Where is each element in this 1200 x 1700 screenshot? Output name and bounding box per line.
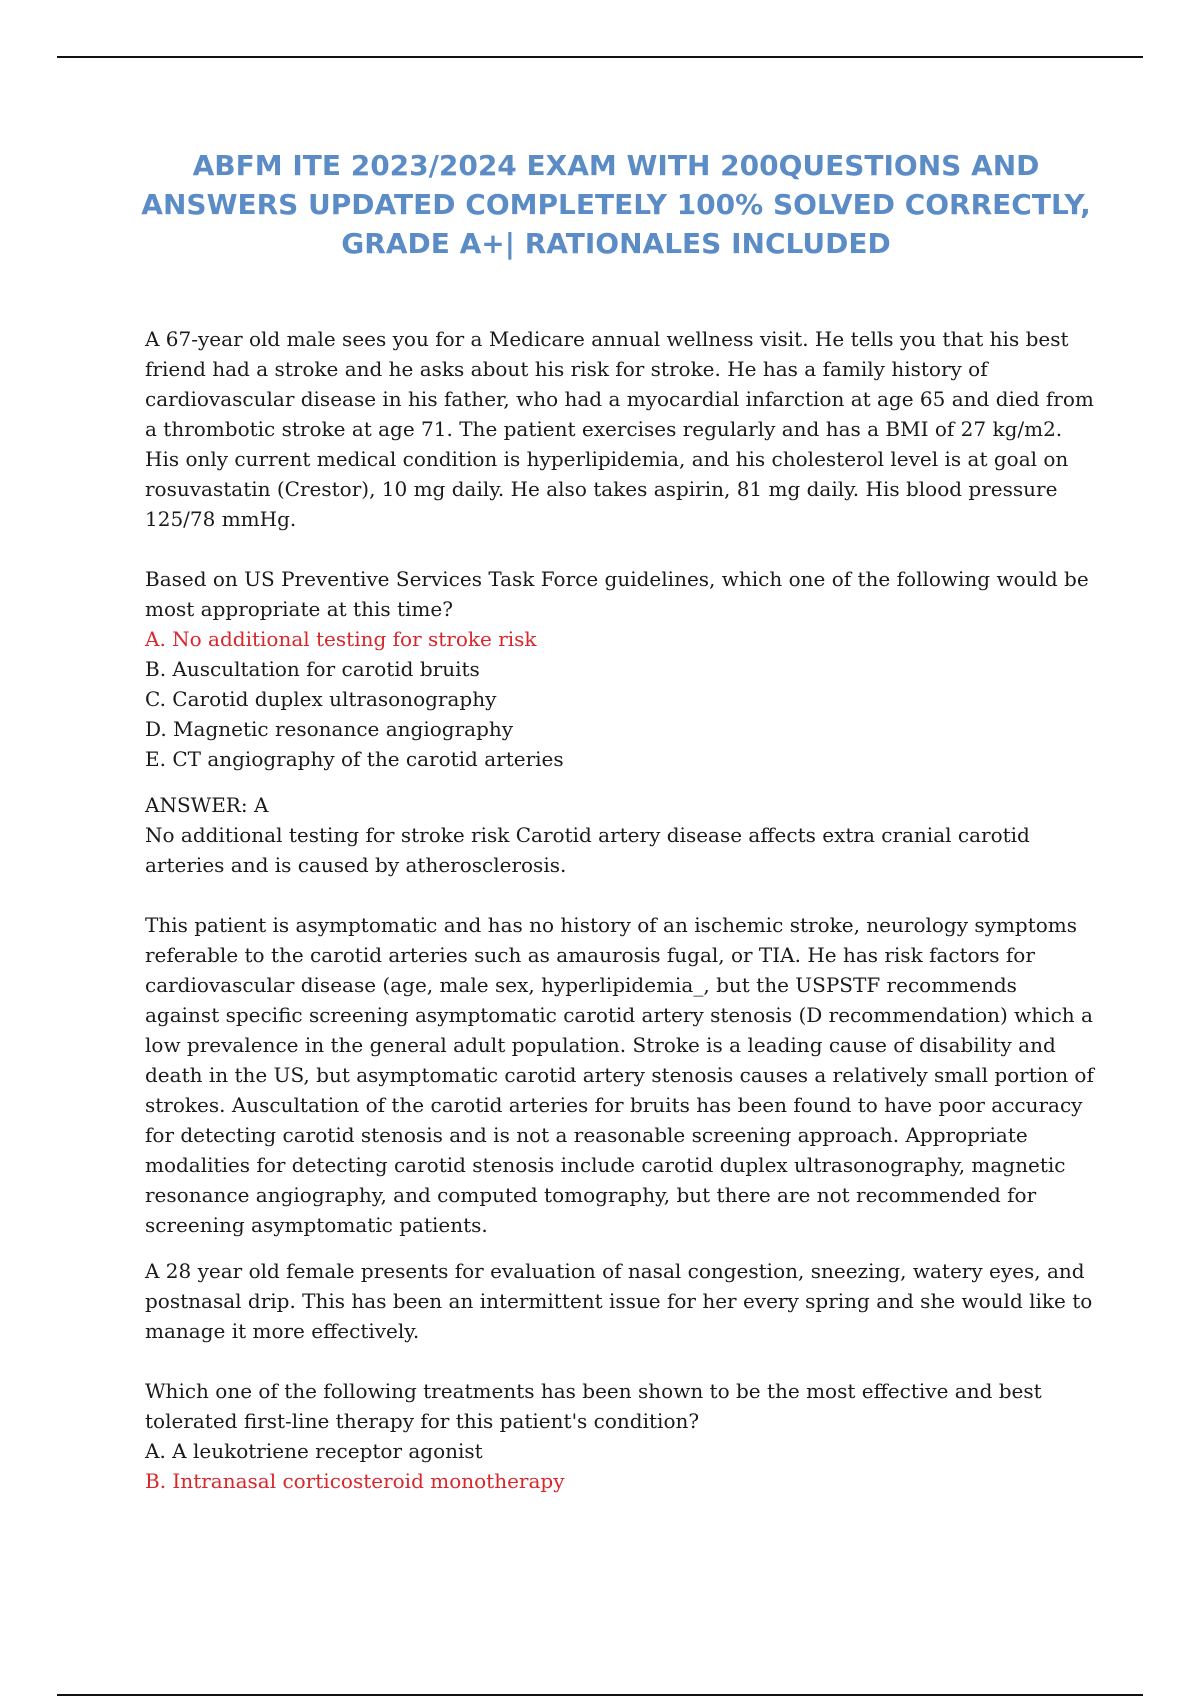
question-1-rationale-intro: No additional testing for stroke risk Carotid artery disease affects extra cranial carotid arteries and is caused by atherosclerosis.	[145, 823, 1030, 877]
question-2-option-b: B. Intranasal corticosteroid monotherapy	[145, 1469, 565, 1493]
bottom-rule	[57, 1694, 1143, 1696]
question-2-prompt: Which one of the following treatments has been shown to be the most effective and best tolerated first-line therapy for this patient's condition?	[145, 1379, 1042, 1433]
question-1-option-d: D. Magnetic resonance angiography	[145, 717, 514, 741]
question-2-option-a: A. A leukotriene receptor agonist	[145, 1439, 483, 1463]
document-body	[145, 324, 1095, 1496]
question-1-option-a: A. No additional testing for stroke risk	[145, 627, 537, 651]
top-rule	[57, 56, 1143, 58]
question-1-option-c: C. Carotid duplex ultrasonography	[145, 687, 497, 711]
question-1-rationale: This patient is asymptomatic and has no history of an ischemic stroke, neurology symptoms referable to the carotid arteries such as amaurosis fugal, or TIA. He has risk factors for cardiovascular disease (age, male sex, hyperlipidemia_, but the USPSTF recommends against specific screening asymptomatic carotid artery stenosis (D recommendation) which a low prevalence in the general adult population. Stroke is a leading cause of disability and death in the US, but asymptomatic carotid artery stenosis causes a relatively small portion of strokes. Auscultation of the carotid arteries for bruits has been found to have poor accuracy for detecting carotid stenosis and is not a reasonable screening approach. Appropriate modalities for detecting carotid stenosis include carotid duplex ultrasonography, magnetic resonance angiography, and computed tomography, but there are not recommended for screening asymptomatic patients.	[145, 913, 1094, 1237]
question-2-stem: A 28 year old female presents for evaluation of nasal congestion, sneezing, watery eyes, and postnasal drip. This has been an intermittent issue for her every spring and she would like to manage it more effectively.	[145, 1259, 1093, 1343]
question-1-stem: A 67-year old male sees you for a Medicare annual wellness visit. He tells you that his best friend had a stroke and he asks about his risk for stroke. He has a family history of cardiovascular disease in his father, who had a myocardial infarction at age 65 and died from a thrombotic stroke at age 71. The patient exercises regularly and has a BMI of 27 kg/m2. His only current medical condition is hyperlipidemia, and his cholesterol level is at goal on rosuvastatin (Crestor), 10 mg daily. He also takes aspirin, 81 mg daily. His blood pressure 125/78 mmHg.	[145, 327, 1094, 531]
question-1-prompt: Based on US Preventive Services Task Force guidelines, which one of the following would be most appropriate at this time?	[145, 567, 1089, 621]
document-title: ABFM ITE 2023/2024 EXAM WITH 200QUESTIONS AND ANSWERS UPDATED COMPLETELY 100% SOLVED CORRECTLY, GRADE A+| RATIONALES INCLUDED	[141, 149, 1091, 260]
question-1-option-e: E. CT angiography of the carotid arteries	[145, 747, 564, 771]
question-1-option-b: B. Auscultation for carotid bruits	[145, 657, 480, 681]
question-1-answer: ANSWER: A	[145, 793, 269, 817]
